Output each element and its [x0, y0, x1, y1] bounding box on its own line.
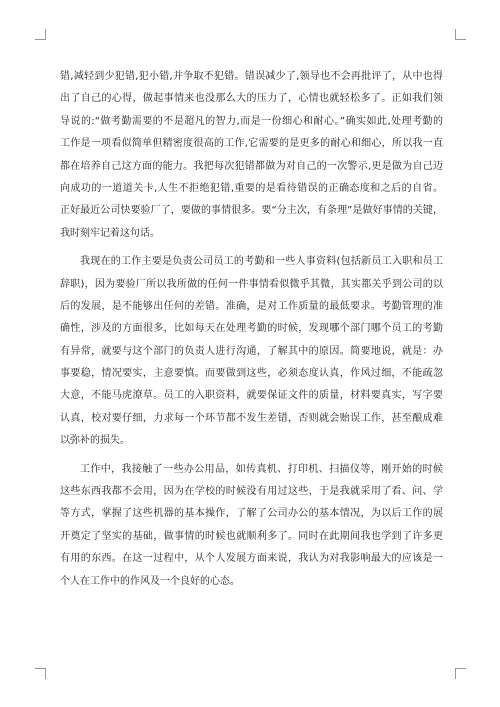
text-line: 工作中，我接触了一些办公用品，如传真机、打印机、扫描仪等，刚开始的时候 — [80, 463, 443, 475]
text-line: 我时刻牢记着这句话。 — [60, 227, 160, 239]
text-line: 错,减轻到少犯错,犯小错,并争取不犯错。错误减少了,领导也不会再批评了，从中也得 — [60, 71, 443, 82]
text-line: 向成功的一道道关卡,人生不拒绝犯错,重要的是看待错误的正确态度和之后的自省。 — [60, 182, 443, 194]
paragraph — [60, 459, 443, 593]
text-line: 大意，不能马虎潦草。员工的入职资料，就要保证文件的质量，材料要真实，写字要 — [60, 390, 443, 402]
text-line: 开奠定了坚实的基础，做事情的时候也就顺利多了。同时在此期间我也学到了许多更 — [60, 530, 443, 542]
document-body — [60, 66, 443, 593]
text-line: 出了自己的心得，做起事情来也没那么大的压力了，心情也就轻松多了。正如我们领 — [60, 93, 443, 105]
text-line: 后的发展，是不能够出任何的差错。准确，是对工作质量的最低要求。考勤管理的准 — [60, 300, 443, 312]
text-line: 都在培养自己这方面的能力。我把每次犯错都做为对自己的一次警示,更是做为自己迈 — [60, 160, 443, 172]
text-line: 导说的:“做考勤需要的不是超凡的智力,而是一份细心和耐心。”确实如此,处理考勤的 — [60, 115, 443, 127]
text-line: 辞职)，因为要验厂所以我所做的任何一件事情看似微乎其微，其实都关乎到公司的以 — [60, 278, 443, 290]
text-line: 等方式，掌握了这些机器的基本操作，了解了公司办公的基本情况，为以后工作的展 — [60, 508, 443, 520]
text-line: 我现在的工作主要是负责公司员工的考勤和一些人事资料(包括新员工入职和员工 — [80, 256, 443, 268]
text-line: 正好最近公司快要验厂了，要做的事情很多。要“分主次，有条理”是做好事情的关键， — [60, 205, 443, 217]
text-line: 工作是一项看似简单但精密度很高的工作,它需要的是更多的耐心和细心，所以我一直 — [60, 138, 443, 150]
text-line: 确性，涉及的方面很多，比如每天在处理考勤的时候，发现哪个部门哪个员工的考勤 — [60, 323, 443, 335]
text-line: 这些东西我都不会用，因为在学校的时候没有用过这些，于是我就采用了看、问、学 — [60, 486, 443, 498]
text-line: 有用的东西。在这一过程中，从个人发展方面来说，我认为对我影响最大的应该是一 — [60, 553, 443, 565]
paragraph — [60, 66, 443, 245]
text-line: 以弥补的损失。 — [60, 435, 130, 447]
text-line: 有异常，就要与这个部门的负责人进行沟通，了解其中的原因。简要地说，就是：办 — [60, 345, 443, 357]
text-line: 事要稳，情况要实，主意要慎。而要做到这些，必须态度认真，作风过细，不能疏忽 — [60, 368, 443, 380]
crop-mark-top-right — [455, 29, 466, 40]
text-line: 个人在工作中的作风及一个良好的心态。 — [60, 575, 240, 587]
text-line: 认真，校对要仔细，力求每一个环节都不发生差错，否则就会贻误工作，甚至酿成难 — [60, 412, 443, 424]
crop-mark-bottom-left — [35, 668, 46, 679]
crop-mark-top-left — [35, 29, 46, 40]
crop-mark-bottom-right — [455, 668, 466, 679]
paragraph — [60, 251, 443, 453]
